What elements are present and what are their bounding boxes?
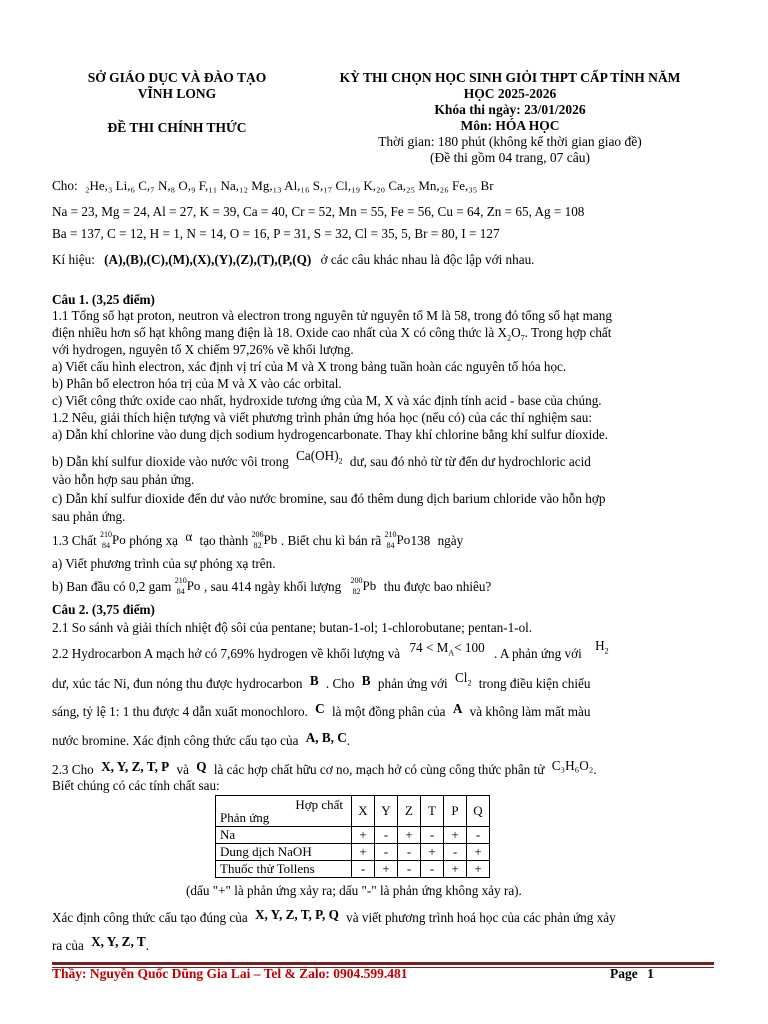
q2-text: trong điều kiện chiếu	[478, 676, 591, 691]
symbols-note: ở các câu khác nhau là độc lập với nhau.	[320, 252, 535, 267]
q2-text: và viết phương trình hoá học của các phản ứng xảy	[346, 910, 616, 925]
q1-line: 1.1 Tổng số hạt proton, neutron và electron trong nguyên tử nguyên tố M là 58, trong đó tổng số hạt mang	[52, 308, 612, 323]
q1-text: tạo thành	[199, 533, 249, 548]
symbol: Po	[186, 578, 201, 593]
q2-line	[52, 907, 616, 926]
q1-line: a) Viết cấu hình electron, xác định vị trí của M và X trong bảng tuần hoàn các nguyên tố hóa học.	[52, 359, 567, 374]
compounds-ABC: A, B, C	[305, 730, 347, 745]
half-life-value: 138	[410, 533, 431, 548]
footer-rule	[52, 962, 714, 965]
compound-B: B	[309, 673, 319, 688]
table-cell: -	[375, 827, 398, 844]
exam-header	[300, 70, 720, 166]
q2-text: Xác định công thức cấu tạo đúng của	[52, 910, 248, 925]
q1-line	[52, 530, 463, 552]
alpha-symbol: α	[185, 529, 193, 544]
subscript: 7	[520, 333, 525, 343]
compound-C: C	[315, 701, 325, 716]
formula-text: Ca(OH)	[296, 448, 339, 463]
table-cell: -	[444, 844, 467, 861]
nuclide-pb	[252, 530, 278, 552]
q1-text: . Biết chu kì bán rã	[280, 533, 382, 548]
atomic-masses-1: Na = 23, Mg = 24, Al = 27, K = 39, Ca = 40, Cr = 52, Mn = 55, Fe = 56, Cu = 64, Zn = 65, Ag = 108	[52, 204, 585, 219]
q2-text: ra của	[52, 938, 84, 953]
formula-cl2	[454, 670, 472, 688]
symbols-line	[52, 252, 534, 268]
subscript: 2	[467, 678, 472, 688]
table-cell: -	[375, 844, 398, 861]
q1-line	[52, 576, 491, 598]
footer-author: Thầy: Nguyễn Quốc Dũng Gia Lai – Tel & Zalo: 0904.599.481	[52, 966, 408, 981]
page-number	[610, 966, 654, 982]
given-label: Cho:	[52, 178, 78, 193]
exam-title-line-2: HỌC 2025-2026	[463, 86, 557, 101]
table-cell: +	[444, 827, 467, 844]
nuclide-po	[175, 576, 201, 598]
reaction-table	[215, 795, 490, 878]
subscript: A	[448, 648, 455, 658]
table-row	[216, 861, 490, 878]
q1-text: phóng xạ	[129, 533, 179, 548]
atomic-number: 82	[352, 587, 361, 596]
elements-line	[52, 178, 494, 194]
subscript: 2	[338, 456, 343, 466]
q2-text: và	[176, 762, 189, 777]
exam-pages: (Đề thi gồm 04 trang, 07 câu)	[429, 150, 591, 165]
q2-text: 2.2 Hydrocarbon A mạch hở có 7,69% hydrogen về khối lượng và	[52, 646, 401, 661]
table-header-cell: T	[421, 796, 444, 827]
q2-text: sáng, tỷ lệ 1: 1 thu được 4 dẫn xuất monochloro.	[52, 704, 308, 719]
exam-time: Thời gian: 180 phút (không kể thời gian giao đề)	[378, 134, 642, 149]
org-line-2: VĨNH LONG	[137, 86, 217, 101]
q1-text: thu được bao nhiêu?	[383, 579, 492, 594]
q2-line: nước bromine. Xác định công thức cấu tạo của A, B, C.	[52, 730, 351, 748]
exam-title-line-1: KỲ THI CHỌN HỌC SINH GIỎI THPT CẤP TỈNH NĂM	[339, 70, 681, 85]
q1-line	[52, 325, 611, 343]
molecular-formula: C₃H₆O₂	[551, 758, 594, 773]
table-cell: -	[421, 827, 444, 844]
q1-title: Câu 1. (3,25 điểm)	[52, 292, 155, 307]
q2-text: . A phản ứng với	[494, 646, 582, 661]
q1-line: a) Dẫn khí chlorine vào dung dịch sodium hydrogencarbonate. Thay khí chlorine bằng khí sulfur dioxide.	[52, 427, 609, 442]
table-row	[216, 827, 490, 844]
q2-text: và không làm mất màu	[469, 704, 591, 719]
mass-inequality	[409, 640, 485, 658]
formula	[296, 448, 343, 466]
table-header-row	[216, 796, 490, 827]
mass-number: 210	[384, 530, 397, 539]
table-corner-cell	[216, 796, 352, 827]
q1-text: 1.3 Chất	[52, 533, 97, 548]
corner-bottom-label: Phản ứng	[220, 810, 270, 825]
ineq-right: < 100	[454, 640, 485, 655]
symbol: Pb	[362, 578, 377, 593]
compound-B: B	[361, 673, 371, 688]
nuclide-po	[100, 530, 126, 552]
table-header-cell: Y	[375, 796, 398, 827]
q2-line: 2.3 Cho X, Y, Z, T, P và Q là các hợp chất hữu cơ no, mạch hở có cùng công thức phân tử C₃H₆O₂.	[52, 758, 597, 777]
symbols-label: Kí hiệu:	[52, 252, 95, 267]
exam-subject: Môn: HÓA HỌC	[460, 118, 560, 133]
q1-line: sau phản ứng.	[52, 509, 126, 524]
q1-line: với hydrogen, nguyên tố X chiếm 97,26% về khối lượng.	[52, 342, 354, 357]
table-cell: -	[467, 827, 490, 844]
q1-line: 1.2 Nêu, giải thích hiện tượng và viết phương trình phản ứng hóa học (nếu có) của các thí nghiệm sau:	[52, 410, 593, 425]
q2-line	[52, 701, 591, 720]
q2-title: Câu 2. (3,75 điểm)	[52, 602, 155, 617]
nuclide-po	[384, 530, 410, 552]
q2-text: . Cho	[325, 676, 355, 691]
symbol: Po	[396, 532, 411, 547]
row-label: Thuốc thử Tollens	[216, 861, 352, 878]
table-cell: +	[467, 844, 490, 861]
corner-top-label: Hợp chất	[295, 797, 343, 812]
atomic-number: 82	[253, 541, 262, 550]
mass-number: 210	[174, 576, 187, 585]
table-header-cell: Q	[467, 796, 490, 827]
q2-line: Biết chúng có các tính chất sau:	[52, 778, 220, 793]
q2-line: 2.1 So sánh và giải thích nhiệt độ sôi của pentane; butan-1-ol; 1-chlorobutane; pentan-1-ol.	[52, 620, 533, 635]
atomic-masses-2: Ba = 137, C = 12, H = 1, N = 14, O = 16, P = 31, S = 32, Cl = 35, 5, Br = 80, I = 127	[52, 226, 500, 241]
compound-A: A	[452, 701, 463, 716]
subscript: 2	[507, 333, 512, 343]
q2-text: là một đồng phân của	[331, 704, 446, 719]
q2-line	[52, 638, 609, 664]
table-header-cell: P	[444, 796, 467, 827]
table-cell: +	[398, 827, 421, 844]
atomic-number: 84	[386, 541, 395, 550]
symbol: Pb	[263, 532, 278, 547]
table-header-cell: X	[352, 796, 375, 827]
formula-text: Cl	[454, 670, 468, 685]
q1-text: b) Dẫn khí sulfur dioxide vào nước vôi trong	[52, 454, 289, 469]
page-label: Page	[610, 966, 638, 981]
table-cell: +	[375, 861, 398, 878]
exam-date: Khóa thi ngày: 23/01/2026	[434, 102, 586, 117]
table-header-cell: Z	[398, 796, 421, 827]
mass-number: 200	[350, 576, 363, 585]
q2-line: ra của X, Y, Z, T.	[52, 934, 149, 953]
q2-text: dư, xúc tác Ni, đun nóng thu được hydrocarbon	[52, 676, 303, 691]
table-cell: +	[352, 844, 375, 861]
elements-list: ₂He,₃ Li,₆ C,₇ N,₈ O,₉ F,₁₁ Na,₁₂ Mg,₁₃ Al,₁₆ S,₁₇ Cl,₁₉ K,₂₀ Ca,₂₅ Mn,₂₆ Fe,₃₅ Br	[84, 178, 494, 193]
table-cell: +	[421, 844, 444, 861]
mass-number: 210	[100, 530, 112, 539]
table-cell: -	[421, 861, 444, 878]
q1-text: điện nhiều hơn số hạt không mang điện là 18. Oxide cao nhất của X có công thức là X	[52, 325, 508, 340]
page-number-value: 1	[647, 966, 654, 981]
q1-text: ngày	[437, 533, 464, 548]
ineq-left: 74 < M	[409, 640, 449, 655]
table-row	[216, 844, 490, 861]
atomic-number: 84	[102, 541, 110, 550]
q2-text: phản ứng với	[377, 676, 448, 691]
q1-line: vào hỗn hợp sau phản ứng.	[52, 472, 195, 487]
q1-line: c) Dẫn khí sulfur dioxide đến dư vào nước bromine, sau đó thêm dung dịch barium chloride vào hỗn hợp	[52, 491, 606, 506]
table-cell: -	[398, 861, 421, 878]
table-cell: +	[352, 827, 375, 844]
table-cell: +	[467, 861, 490, 878]
compounds-set: X, Y, Z, T, P	[101, 759, 170, 774]
table-note: (dấu "+" là phản ứng xảy ra; dấu "-" là phản ứng không xảy ra).	[186, 883, 522, 898]
q1-line	[52, 448, 591, 472]
q1-text: . Trong hợp chất	[524, 325, 612, 340]
q1-line: b) Phân bố electron hóa trị của M và X vào các orbital.	[52, 376, 342, 391]
symbol: Po	[112, 532, 126, 547]
table-cell: +	[444, 861, 467, 878]
exam-type: ĐỀ THI CHÍNH THỨC	[107, 120, 247, 135]
q1-text: , sau 414 ngày khối lượng	[203, 579, 342, 594]
q2-text: nước bromine. Xác định công thức cấu tạo của	[52, 733, 299, 748]
compounds-set: X, Y, Z, T	[91, 934, 146, 949]
subscript: 2	[604, 646, 609, 656]
nuclide-pb200	[350, 576, 376, 598]
q2-text: 2.3 Cho	[52, 762, 94, 777]
org-name	[52, 70, 302, 102]
compound-Q: Q	[196, 759, 207, 774]
row-label: Dung dịch NaOH	[216, 844, 352, 861]
table-cell: -	[352, 861, 375, 878]
formula-text: H	[595, 638, 605, 653]
q1-line: c) Viết công thức oxide cao nhất, hydroxide tương ứng của M, X và xác định tính acid - base của chúng.	[52, 393, 602, 408]
q1-text: O	[511, 325, 521, 340]
mass-number: 206	[251, 530, 264, 539]
formula-h2	[595, 638, 609, 656]
q1-text: b) Ban đầu có 0,2 gam	[52, 579, 172, 594]
compounds-set: X, Y, Z, T, P, Q	[255, 907, 339, 922]
atomic-number: 84	[176, 587, 185, 596]
q2-line	[52, 670, 591, 694]
q2-text: là các hợp chất hữu cơ no, mạch hở có cùng công thức phân tử	[213, 762, 545, 777]
table-cell: -	[398, 844, 421, 861]
q1-text: dư, sau đó nhỏ từ từ đến dư hydrochloric acid	[349, 454, 591, 469]
row-label: Na	[216, 827, 352, 844]
org-line-1: SỞ GIÁO DỤC VÀ ĐÀO TẠO	[87, 70, 267, 85]
q1-line: a) Viết phương trình của sự phóng xạ trên.	[52, 556, 276, 571]
symbols-list: (A),(B),(C),(M),(X),(Y),(Z),(T),(P,(Q)	[104, 252, 312, 267]
